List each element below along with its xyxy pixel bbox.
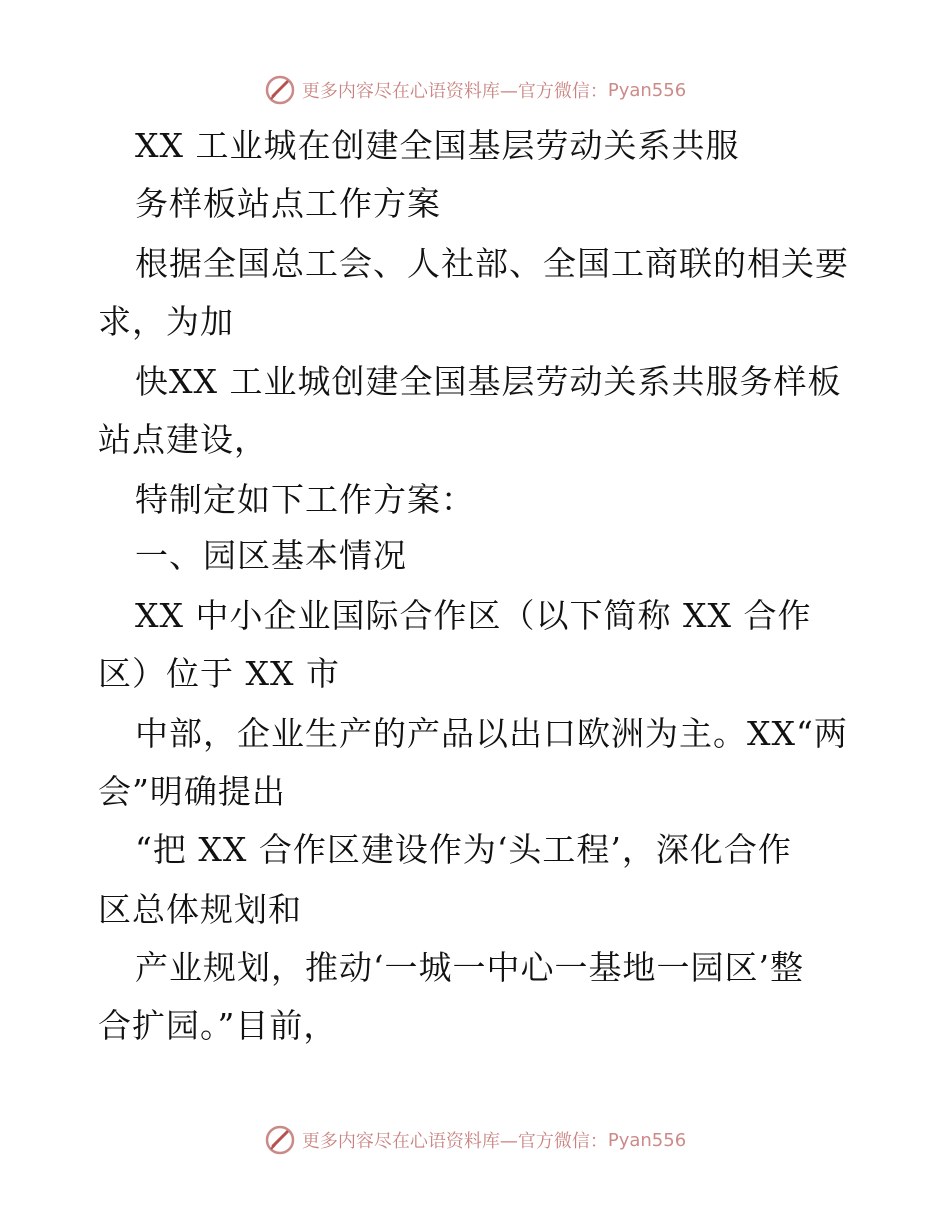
body-line: 求，为加 [98,302,234,341]
logo-icon [264,74,296,106]
logo-icon [264,1124,296,1156]
body-line: XX 工业城在创建全国基层劳动关系共服 [135,126,740,165]
body-line: 区总体规划和 [98,890,302,929]
body-line: XX 中小企业国际合作区（以下简称 XX 合作 [135,596,812,635]
footer-watermark [0,1120,950,1160]
body-line: 产业规划，推动‘一城一中心一基地一园区’整 [135,948,804,987]
body-line: 区）位于 XX 市 [98,654,340,693]
body-line: 站点建设， [98,420,268,459]
body-line: 中部，企业生产的产品以出口欧洲为主。XX“两 [135,714,848,753]
body-line: 合扩园。”目前， [98,1006,338,1045]
watermark-handle: Pyan556 [607,79,687,101]
watermark-text: 更多内容尽在心语资料库—官方微信： [301,1131,608,1152]
watermark-text: 更多内容尽在心语资料库—官方微信： [301,81,608,102]
body-line: 会”明确提出 [98,772,286,811]
section-heading: 一、园区基本情况 [135,536,407,575]
header-watermark [0,70,950,110]
body-line: 快XX 工业城创建全国基层劳动关系共服务样板 [135,362,842,401]
body-line: 根据全国总工会、人社部、全国工商联的相关要 [135,244,849,283]
watermark-handle: Pyan556 [607,1129,687,1151]
body-line: 务样板站点工作方案 [135,184,441,223]
body-line: “把 XX 合作区建设作为‘头工程’，深化合作 [135,830,792,869]
body-line: 特制定如下工作方案： [135,480,475,519]
